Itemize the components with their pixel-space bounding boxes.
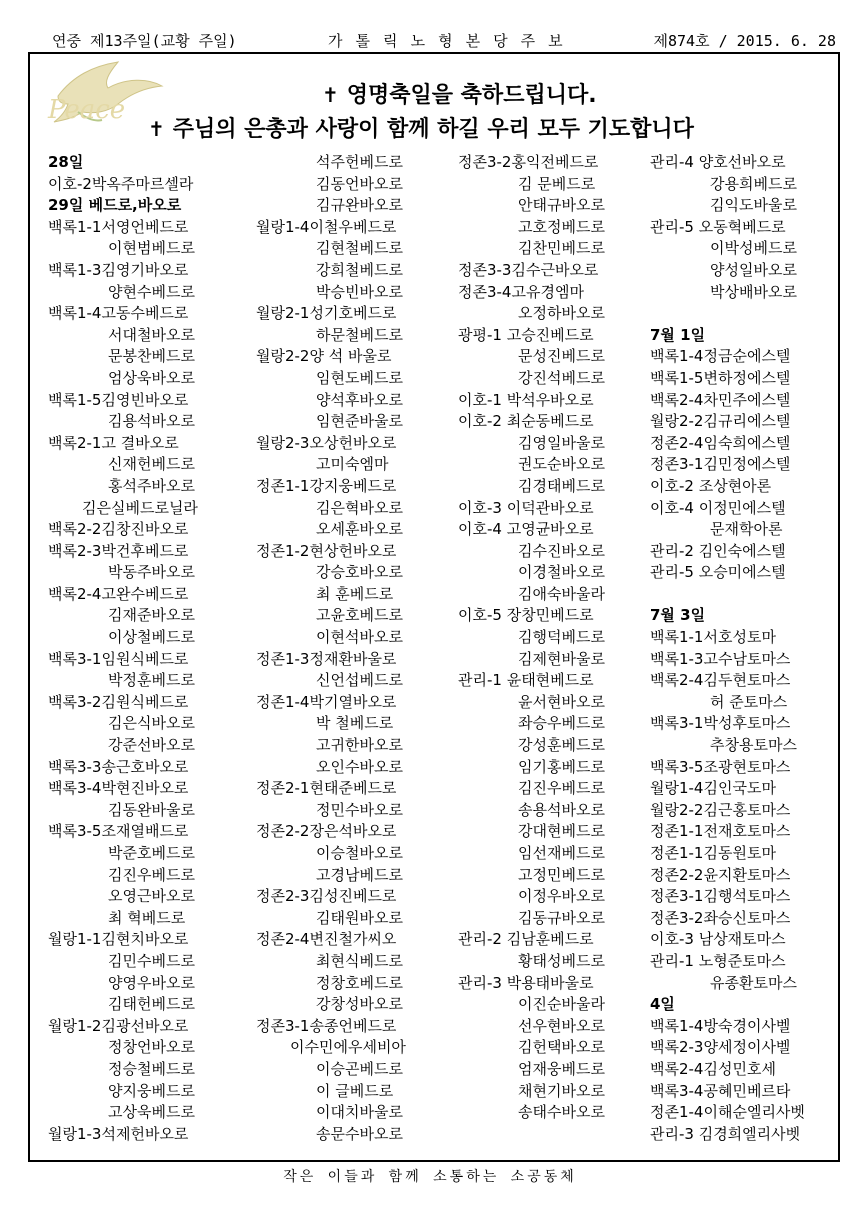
name-entry: 관리-5 오동혁베드로 <box>650 217 786 236</box>
name-entry: 임선재베드로 <box>518 844 605 862</box>
name-entry: 월랑1-3석제헌바오로 <box>48 1124 189 1143</box>
name-entry: 고윤호베드로 <box>316 606 403 625</box>
name-entry: 강대현베드로 <box>518 822 605 841</box>
name-entry: 양석후바오로 <box>316 390 403 409</box>
name-entry: 권도순바오로 <box>518 455 605 474</box>
cross-icon: ✝ <box>322 83 339 107</box>
name-entry: 박정훈베드로 <box>108 671 195 690</box>
name-entry: 고귀한바오로 <box>316 736 403 755</box>
name-column-3 <box>458 152 648 1124</box>
name-entry: 엄상욱바오로 <box>108 368 195 387</box>
name-entry: 김태원바오로 <box>316 908 403 927</box>
name-entry: 김태헌베드로 <box>108 995 195 1014</box>
name-entry: 김경태베드로 <box>518 476 605 495</box>
name-entry: 관리-2 김남훈베드로 <box>458 930 594 949</box>
name-entry: 백록1-4방숙경이사벨 <box>650 1016 791 1035</box>
name-entry: 임현도베드로 <box>316 368 403 387</box>
name-entry: 최현식베드로 <box>316 951 403 970</box>
name-entry: 정존2-4임숙희에스텔 <box>650 433 791 452</box>
name-entry: 정존3-1김행석토마스 <box>650 887 791 906</box>
name-entry: 정승철베드로 <box>108 1059 195 1078</box>
name-entry: 김진우베드로 <box>518 779 605 798</box>
name-column-1 <box>48 152 238 1145</box>
name-entry: 백록3-1임원식베드로 <box>48 649 189 668</box>
name-column-2 <box>256 152 446 1145</box>
name-entry: 광평-1 고승진베드로 <box>458 325 594 344</box>
name-entry: 최 혁베드로 <box>108 908 186 927</box>
name-entry: 이호-3 이덕관바오로 <box>458 498 594 517</box>
name-entry: 이상철베드로 <box>108 628 195 647</box>
name-entry: 이호-1 박석우바오로 <box>458 390 594 409</box>
date-heading: 7월 1일 <box>650 325 706 344</box>
name-entry: 강승호바오로 <box>316 563 403 582</box>
name-entry: 이호-4 이정민에스텔 <box>650 498 786 517</box>
name-entry: 강성훈베드로 <box>518 736 605 755</box>
header-sunday: 연중 제13주일(교황 주일) <box>52 32 237 50</box>
name-entry: 양현수베드로 <box>108 282 195 301</box>
name-entry: 이승곤베드로 <box>316 1059 403 1078</box>
name-entry: 백록2-4김두현토마스 <box>650 671 791 690</box>
name-entry: 서대철바오로 <box>108 325 195 344</box>
name-entry: 월랑1-4김인국도마 <box>650 779 776 798</box>
name-entry: 이경철바오로 <box>518 563 605 582</box>
name-entry: 백록1-4정금순에스텔 <box>650 347 791 366</box>
name-entry: 임기홍베드로 <box>518 757 605 776</box>
name-entry: 양성일바오로 <box>710 260 797 279</box>
name-entry: 최 훈베드로 <box>316 584 394 603</box>
name-entry: 김동완바울로 <box>108 800 195 819</box>
name-entry: 백록3-5조광현토마스 <box>650 757 791 776</box>
name-entry: 김은혁바오로 <box>316 498 403 517</box>
name-entry: 월랑1-2김광선바오로 <box>48 1016 189 1035</box>
name-entry: 백록1-3김영기바오로 <box>48 260 189 279</box>
name-entry: 월랑2-3오상헌바오로 <box>256 433 397 452</box>
name-entry: 김은실베드로닐라 <box>82 498 198 517</box>
name-entry: 김익도바울로 <box>710 196 797 215</box>
name-entry: 정존3-3김수근바오로 <box>458 260 599 279</box>
name-entry: 김재준바오로 <box>108 606 195 625</box>
name-entry: 하문철베드로 <box>316 325 403 344</box>
name-entry: 오정하바오로 <box>518 304 605 323</box>
date-heading: 4일 <box>650 995 675 1014</box>
name-entry: 정존3-2좌승신토마스 <box>650 908 791 927</box>
name-entry: 이호-2박옥주마르셀라 <box>48 174 194 193</box>
name-entry: 정존1-4이해순엘리사벳 <box>650 1103 805 1122</box>
name-entry: 이박성베드로 <box>710 239 797 258</box>
name-entry: 백록3-2김원식베드로 <box>48 692 189 711</box>
name-entry: 이대치바울로 <box>316 1103 403 1122</box>
name-entry: 정창호베드로 <box>316 973 403 992</box>
name-entry: 허 준토마스 <box>710 692 788 711</box>
name-entry: 오세훈바오로 <box>316 520 403 539</box>
name-entry: 이호-2 조상현아론 <box>650 476 772 495</box>
name-entry: 김현철베드로 <box>316 239 403 258</box>
name-entry: 이호-5 장창민베드로 <box>458 606 594 625</box>
name-entry: 강진석베드로 <box>518 368 605 387</box>
name-entry: 신재헌베드로 <box>108 455 195 474</box>
header-issue: 제874호 / 2015. 6. 28 <box>653 32 836 50</box>
name-entry: 김동규바오로 <box>518 908 605 927</box>
name-entry: 황태성베드로 <box>518 951 605 970</box>
name-entry: 관리-3 박용태바울로 <box>458 973 594 992</box>
name-entry <box>650 303 840 325</box>
name-entry: 백록3-5조재열배드로 <box>48 822 189 841</box>
name-entry: 백록2-4김성민호세 <box>650 1059 776 1078</box>
name-entry: 정존1-2현상헌바오로 <box>256 541 397 560</box>
name-entry: 강용희베드로 <box>710 174 797 193</box>
name-entry: 관리-1 윤태현베드로 <box>458 671 594 690</box>
name-entry: 백록1-3고수남토마스 <box>650 649 791 668</box>
name-entry: 고상욱베드로 <box>108 1103 195 1122</box>
date-heading: 7월 3일 <box>650 606 706 625</box>
name-entry: 문봉찬베드로 <box>108 347 195 366</box>
name-entry: 정존1-1김동원토마 <box>650 844 776 862</box>
name-entry: 김영일바울로 <box>518 433 605 452</box>
name-entry: 유종환토마스 <box>710 973 797 992</box>
name-entry: 백록2-4고완수베드로 <box>48 584 189 603</box>
name-entry: 정창언바오로 <box>108 1038 195 1057</box>
name-entry: 안태규바오로 <box>518 196 605 215</box>
name-entry: 홍석주바오로 <box>108 476 195 495</box>
name-entry: 월랑2-2김근홍토마스 <box>650 800 791 819</box>
name-entry: 정존2-4변진철가씨오 <box>256 930 397 949</box>
name-entry: 양영우바오로 <box>108 973 195 992</box>
name-entry: 월랑1-4이철우베드로 <box>256 217 397 236</box>
name-entry: 백록3-1박성후토마스 <box>650 714 791 733</box>
name-entry: 이호-3 남상재토마스 <box>650 930 786 949</box>
name-entry: 윤서현바오로 <box>518 692 605 711</box>
name-entry: 오영근바오로 <box>108 887 195 906</box>
name-entry: 이현범베드로 <box>108 239 195 258</box>
name-entry: 월랑2-2김규리에스텔 <box>650 412 791 431</box>
name-entry: 박승빈바오로 <box>316 282 403 301</box>
name-entry: 백록3-3송근호바오로 <box>48 757 189 776</box>
name-entry: 문재학아론 <box>710 520 783 539</box>
name-entry: 백록2-3양세정이사벨 <box>650 1038 791 1057</box>
name-entry: 백록2-3박건후베드로 <box>48 541 189 560</box>
name-entry: 김 문베드로 <box>518 174 596 193</box>
name-entry: 강준선바오로 <box>108 736 195 755</box>
banner-line-2: ✝ 주님의 은총과 사랑이 함께 하길 우리 모두 기도합니다 <box>148 117 694 142</box>
name-entry: 추창용토마스 <box>710 736 797 755</box>
name-entry: 백록1-4고동수베드로 <box>48 304 189 323</box>
name-entry: 백록1-1서영언베드로 <box>48 217 189 236</box>
name-entry: 이호-4 고영균바오로 <box>458 520 594 539</box>
name-entry: 이승철바오로 <box>316 844 403 862</box>
name-entry: 김동언바오로 <box>316 174 403 193</box>
name-entry: 정존2-2장은석바오로 <box>256 822 397 841</box>
name-entry: 이현석바오로 <box>316 628 403 647</box>
name-entry: 월랑2-2양 석 바울로 <box>256 347 392 366</box>
name-entry: 송문수바오로 <box>316 1124 403 1143</box>
name-entry: 이 글베드로 <box>316 1081 394 1100</box>
name-entry: 강희철베드로 <box>316 260 403 279</box>
name-entry: 정존3-4고유경엠마 <box>458 282 584 301</box>
name-entry: 김행덕베드로 <box>518 628 605 647</box>
name-entry: 백록1-1서호성토마 <box>650 628 776 647</box>
footer-motto: 작은 이들과 함께 소통하는 소공동체 <box>283 1169 577 1185</box>
name-entry: 정존3-2홍익전베드로 <box>458 153 599 171</box>
name-entry: 강창성바오로 <box>316 995 403 1014</box>
name-entry: 김애숙바울라 <box>518 584 605 603</box>
name-entry: 김수진바오로 <box>518 541 605 560</box>
name-entry: 백록3-4박현진바오로 <box>48 779 189 798</box>
name-entry: 김헌택바오로 <box>518 1038 605 1057</box>
name-entry: 백록2-1고 결바오로 <box>48 433 179 452</box>
name-entry: 정존1-3정재환바울로 <box>256 649 397 668</box>
name-entry <box>650 584 840 606</box>
name-entry: 박 철베드로 <box>316 714 394 733</box>
name-entry: 관리-2 김인숙에스텔 <box>650 541 786 560</box>
name-entry: 엄재웅베드로 <box>518 1059 605 1078</box>
name-entry: 백록3-4공혜민베르타 <box>650 1081 791 1100</box>
name-entry: 정존2-1현태준베드로 <box>256 779 397 798</box>
name-column-4 <box>650 152 840 1145</box>
name-entry: 이진순바울라 <box>518 995 605 1014</box>
name-entry: 이정우바오로 <box>518 887 605 906</box>
bulletin-header <box>28 26 840 52</box>
name-entry: 김은식바오로 <box>108 714 195 733</box>
name-entry: 박준호베드로 <box>108 844 195 862</box>
name-entry: 신언섭베드로 <box>316 671 403 690</box>
name-entry: 관리-3 김경희엘리사벳 <box>650 1124 801 1143</box>
name-entry: 김진우베드로 <box>108 865 195 884</box>
name-entry: 고경남베드로 <box>316 865 403 884</box>
name-entry: 이호-2 최순동베드로 <box>458 412 594 431</box>
name-entry: 김용석바오로 <box>108 412 195 431</box>
name-entry: 정존1-1전재호토마스 <box>650 822 791 841</box>
name-entry: 이수민에우세비아 <box>290 1038 406 1057</box>
name-entry: 고호정베드로 <box>518 217 605 236</box>
name-entry: 김찬민베드로 <box>518 239 605 258</box>
name-entry: 김규완바오로 <box>316 196 403 215</box>
name-entry: 백록1-5변하정에스텔 <box>650 368 791 387</box>
name-entry: 양지웅베드로 <box>108 1081 195 1100</box>
name-entry: 백록2-4차민주에스텔 <box>650 390 791 409</box>
name-entry: 송태수바오로 <box>518 1103 605 1122</box>
header-title: 가 톨 릭 노 형 본 당 주 보 <box>328 32 565 50</box>
name-entry: 오인수바오로 <box>316 757 403 776</box>
name-entry: 관리-1 노형준토마스 <box>650 951 786 970</box>
name-entry: 정존3-1송종언베드로 <box>256 1016 397 1035</box>
name-entry: 정존3-1김민정에스텔 <box>650 455 791 474</box>
name-entry: 고미숙엠마 <box>316 455 389 474</box>
name-entry: 정존1-1강지웅베드로 <box>256 476 397 495</box>
name-entry: 김민수베드로 <box>108 951 195 970</box>
name-entry: 박상배바오로 <box>710 282 797 301</box>
name-entry: 좌승우베드로 <box>518 714 605 733</box>
name-entry: 정존2-2윤지환토마스 <box>650 865 791 884</box>
name-entry: 정민수바오로 <box>316 800 403 819</box>
name-entry: 채현기바오로 <box>518 1081 605 1100</box>
logo-peace-text: Peace <box>48 95 126 125</box>
name-entry: 백록2-2김창진바오로 <box>48 520 189 539</box>
name-entry: 석주헌베드로 <box>316 153 403 171</box>
name-entry: 월랑2-1성기호베드로 <box>256 304 397 323</box>
name-entry: 박동주바오로 <box>108 563 195 582</box>
name-entry: 정존1-4박기열바오로 <box>256 692 397 711</box>
cross-icon: ✝ <box>148 117 165 141</box>
date-heading: 29일 베드로,바오로 <box>48 196 182 215</box>
name-entry: 고정민베드로 <box>518 865 605 884</box>
date-heading: 28일 <box>48 153 84 171</box>
name-entry: 문성진베드로 <box>518 347 605 366</box>
name-entry: 관리-5 오승미에스텔 <box>650 563 786 582</box>
name-entry: 백록1-5김영빈바오로 <box>48 390 189 409</box>
name-entry: 김제현바울로 <box>518 649 605 668</box>
name-entry: 선우현바오로 <box>518 1016 605 1035</box>
name-entry: 정존2-3김성진베드로 <box>256 887 397 906</box>
name-entry: 월랑1-1김현치바오로 <box>48 930 189 949</box>
name-entry: 송용석바오로 <box>518 800 605 819</box>
name-entry: 관리-4 양호선바오로 <box>650 153 786 171</box>
name-entry: 임현준바울로 <box>316 412 403 431</box>
banner-line-1: ✝ 영명축일을 축하드립니다. <box>322 83 597 108</box>
